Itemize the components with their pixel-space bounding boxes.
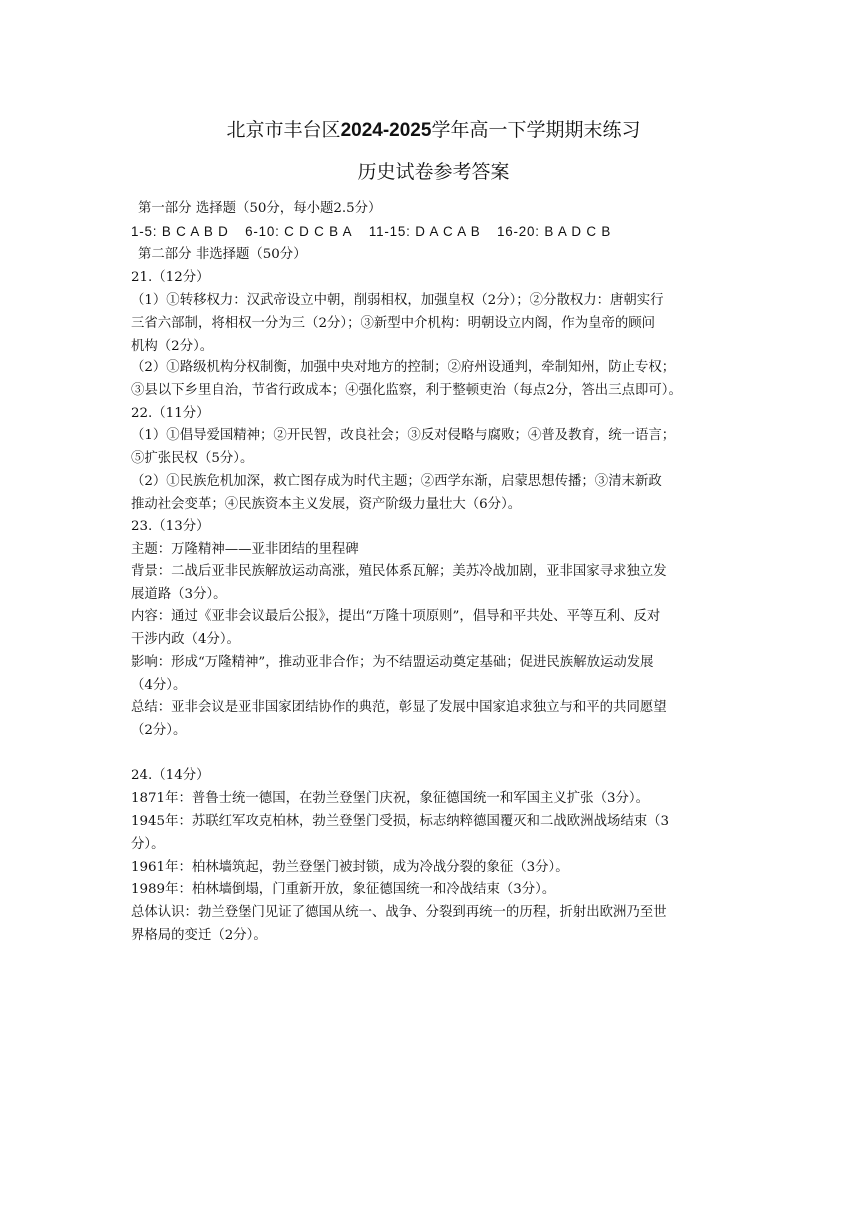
q21-line: ③县以下乡里自治，节省行政成本；④强化监察，利于整顿吏治（每点2分，答出三点即可）。 [131,383,682,398]
part1-header: 第一部分 选择题（50分，每小题2.5分） [138,201,382,216]
q24-line: 总体认识：勃兰登堡门见证了德国从统一、战争、分裂到再统一的历程，折射出欧洲乃至世 [131,905,667,920]
q22-line: 推动社会变革；④民族资本主义发展，资产阶级力量壮大（6分）。 [131,497,522,512]
q24-line: 1961年：柏林墙筑起，勃兰登堡门被封锁，成为冷战分裂的象征（3分）。 [131,860,569,875]
mc-letters-4: B A D C B [544,224,612,239]
q24-header: 24.（14分） [131,768,210,783]
q22-line: （1）①倡导爱国精神；②开民智，改良社会；③反对侵略与腐败；④普及教育，统一语言； [131,428,676,443]
mc-answer-row [131,222,611,242]
q23-line: （2分）。 [131,723,187,738]
q24-line: 1989年：柏林墙倒塌，门重新开放，象征德国统一和冷战结束（3分）。 [131,882,556,897]
mc-letters-1: B C A B D [161,224,229,239]
q23-line: （4分）。 [131,678,187,693]
q23-line: 内容：通过《亚非会议最后公报》，提出“万隆十项原则”，倡导和平共处、平等互利、反对 [131,609,661,624]
document-subtitle: 历史试卷参考答案 [357,161,510,183]
q22-header: 22.（11分） [131,406,210,421]
q23-header: 23.（13分） [131,519,210,534]
part2-header: 第二部分 非选择题（50分） [138,247,307,262]
q24-line: 界格局的变迁（2分）。 [131,928,267,943]
q21-line: （2）①路级机构分权制衡，加强中央对地方的控制；②府州设通判，牵制知州，防止专权； [131,360,676,375]
mc-range-2: 6-10: [245,224,280,239]
mc-range-4: 16-20: [497,224,540,239]
q21-header: 21.（12分） [131,270,210,285]
mc-letters-3: D A C A B [415,224,481,239]
mc-range-1: 1-5: [131,224,158,239]
document-title [0,118,867,143]
title-prefix: 北京市丰台区 [226,119,341,141]
q23-line: 影响：形成“万隆精神”，推动亚非合作；为不结盟运动奠定基础；促进民族解放运动发展 [131,655,654,670]
q23-line: 干涉内政（4分）。 [131,632,240,647]
q21-line: 三省六部制，将相权一分为三（2分）；③新型中介机构：明朝设立内阁，作为皇帝的顾问 [131,316,656,331]
q23-line: 背景：二战后亚非民族解放运动高涨，殖民体系瓦解；美苏冷战加剧，亚非国家寻求独立发 [131,564,667,579]
q22-line: ⑤扩张民权（5分）。 [131,451,254,466]
q24-line: 1945年：苏联红军攻克柏林，勃兰登堡门受损，标志纳粹德国覆灭和二战欧洲战场结束（3 [131,814,670,829]
q24-line: 分）。 [131,837,165,852]
mc-range-3: 11-15: [368,224,411,239]
q23-line: 展道路（3分）。 [131,587,227,602]
q23-line: 总结：亚非会议是亚非国家团结协作的典范，彰显了发展中国家追求独立与和平的共同愿望 [131,700,667,715]
title-year: 2024-2025 [340,120,432,141]
q22-line: （2）①民族危机加深，救亡图存成为时代主题；②西学东渐，启蒙思想传播；③清末新政 [131,474,662,489]
q21-line: （1）①转移权力：汉武帝设立中朝，削弱相权，加强皇权（2分）；②分散权力：唐朝实行 [131,293,664,308]
q23-line: 主题：万隆精神——亚非团结的里程碑 [131,542,359,557]
mc-letters-2: C D C B A [284,224,353,239]
q24-line: 1871年：普鲁士统一德国，在勃兰登堡门庆祝，象征德国统一和军国主义扩张（3分）。 [131,791,649,806]
title-suffix: 学年高一下学期期末练习 [431,119,641,141]
q21-line: 机构（2分）。 [131,339,214,354]
